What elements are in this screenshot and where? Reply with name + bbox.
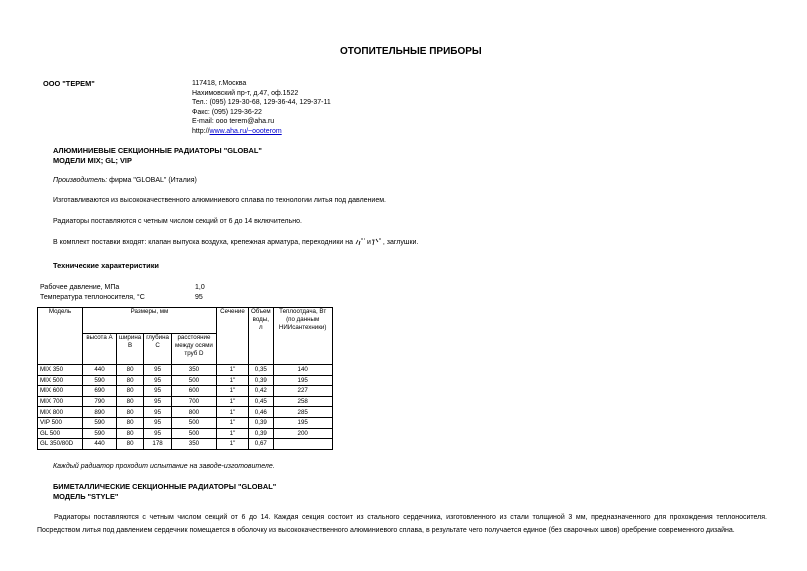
table-row — [38, 407, 333, 418]
cell-model: MIX 350 — [38, 365, 83, 376]
cell-height: 590 — [83, 417, 117, 428]
header-volume: Объем воды, л — [248, 308, 273, 365]
fax-line: Факс: (095) 129-36-22 — [192, 108, 262, 116]
thread-half-inch-icon — [355, 238, 367, 246]
cell-height: 790 — [83, 396, 117, 407]
table-row — [38, 365, 333, 376]
param-pressure-label: Рабочее давление, МПа — [40, 284, 120, 291]
cell-section: 1" — [216, 417, 248, 428]
cell-model: VIP 500 — [38, 417, 83, 428]
kit-text: В комплект поставки входят: клапан выпуска воздуха, крепежная арматура, переходники на — [53, 238, 354, 246]
table-row — [38, 417, 333, 428]
cell-axis: 700 — [171, 396, 216, 407]
cell-volume: 0,39 — [248, 375, 273, 386]
param-pressure-value: 1,0 — [195, 284, 205, 291]
cell-depth: 178 — [144, 439, 172, 450]
company-name: ООО "ТЕРЕМ" — [43, 79, 95, 88]
address-line: 117418, г.Москва — [192, 80, 247, 87]
cell-depth: 95 — [144, 407, 172, 418]
cell-axis: 800 — [171, 407, 216, 418]
company-contacts — [192, 79, 331, 136]
manufacturer-label: Производитель: — [53, 177, 108, 184]
testing-note: Каждый радиатор проходит испытание на заводе-изготовителе. — [53, 463, 275, 470]
cell-width: 80 — [117, 428, 144, 439]
cell-depth: 95 — [144, 375, 172, 386]
cell-heat: 140 — [273, 365, 332, 376]
cell-section: 1" — [216, 365, 248, 376]
cell-volume: 0,46 — [248, 407, 273, 418]
cell-model: MIX 500 — [38, 375, 83, 386]
cell-height: 690 — [83, 386, 117, 397]
cell-width: 80 — [117, 365, 144, 376]
cell-volume: 0,35 — [248, 365, 273, 376]
table-row — [38, 396, 333, 407]
phone-line: Тел.: (095) 129-30-68, 129-36-44, 129-37-11 — [192, 99, 331, 106]
cell-axis: 500 — [171, 428, 216, 439]
cell-depth: 95 — [144, 365, 172, 376]
cell-width: 80 — [117, 386, 144, 397]
cell-axis: 500 — [171, 417, 216, 428]
cell-depth: 95 — [144, 396, 172, 407]
cell-section: 1" — [216, 439, 248, 450]
section2-heading-line2: МОДЕЛЬ "STYLE" — [53, 491, 119, 501]
cell-width: 80 — [117, 375, 144, 386]
cell-model: GL 350/80D — [38, 439, 83, 450]
cell-heat — [273, 439, 332, 450]
cell-depth: 95 — [144, 428, 172, 439]
specs-table — [37, 307, 333, 450]
website-link[interactable]: www.aha.ru/~oooterom — [209, 127, 282, 135]
specs-heading: Технические характеристики — [53, 261, 159, 270]
cell-width: 80 — [117, 396, 144, 407]
cell-section: 1" — [216, 386, 248, 397]
header-sizes: Размеры, мм — [83, 308, 217, 334]
header-axis-distance: расстояние между осями труб D — [171, 334, 216, 365]
table-row — [38, 375, 333, 386]
manufacturer-line — [53, 177, 197, 184]
cell-volume: 0,42 — [248, 386, 273, 397]
section1-heading-line1: АЛЮМИНИЕВЫЕ СЕКЦИОННЫЕ РАДИАТОРЫ "GLOBAL" — [53, 146, 262, 155]
cell-model: MIX 800 — [38, 407, 83, 418]
cell-heat: 285 — [273, 407, 332, 418]
cell-volume: 0,39 — [248, 417, 273, 428]
cell-height: 890 — [83, 407, 117, 418]
cell-volume: 0,45 — [248, 396, 273, 407]
cell-axis: 350 — [171, 439, 216, 450]
email-line: E-mail: ooo terem@aha.ru — [192, 118, 275, 125]
cell-height: 440 — [83, 365, 117, 376]
cell-depth: 95 — [144, 417, 172, 428]
cell-height: 590 — [83, 375, 117, 386]
cell-heat: 195 — [273, 417, 332, 428]
cell-axis: 350 — [171, 365, 216, 376]
cell-heat: 200 — [273, 428, 332, 439]
thread-three-quarter-inch-icon — [371, 238, 383, 246]
header-heat-output: Теплоотдача, Вт (по данным НИИсантехники) — [273, 308, 332, 365]
cell-width: 80 — [117, 407, 144, 418]
cell-section: 1" — [216, 407, 248, 418]
kit-tail: , заглушки. — [382, 238, 419, 246]
website-prefix: http:// — [192, 127, 210, 135]
header-depth: глубина С — [144, 334, 172, 365]
website-line — [192, 127, 331, 137]
cell-axis: 500 — [171, 375, 216, 386]
cell-heat: 258 — [273, 396, 332, 407]
cell-section: 1" — [216, 396, 248, 407]
section1-heading — [53, 146, 262, 165]
cell-volume: 0,39 — [248, 428, 273, 439]
cell-heat: 227 — [273, 386, 332, 397]
cell-width: 80 — [117, 417, 144, 428]
table-row — [38, 428, 333, 439]
address-line: Нахимовский пр-т, д.47, оф.1522 — [192, 89, 299, 97]
cell-heat: 195 — [273, 375, 332, 386]
header-section: Сечение — [216, 308, 248, 365]
cell-section: 1" — [216, 375, 248, 386]
header-height: высота А — [83, 334, 117, 365]
cell-model: MIX 600 — [38, 386, 83, 397]
header-model: Модель — [38, 308, 83, 365]
cell-axis: 600 — [171, 386, 216, 397]
table-row — [38, 386, 333, 397]
cell-height: 440 — [83, 439, 117, 450]
cell-section: 1" — [216, 428, 248, 439]
table-row — [38, 439, 333, 450]
param-temperature-value: 95 — [195, 294, 203, 301]
paragraph-material: Изготавливаются из высококачественного алюминиевого сплава по технологии литья под давлением. — [53, 197, 386, 204]
paragraph-kit — [53, 238, 418, 246]
section1-heading-line2: МОДЕЛИ MIX; GL; VIP — [53, 155, 132, 165]
style-description: Радиаторы поставляются с четным числом секций от 6 до 14. Каждая секция состоит из стального сердечника, изготовленного из стали толщиной 3 мм, предназначенного для прохождения теплоносителя. Посредством литья под давлением сердечник помещается в оболочку из высококачественного алюминиевого сплава, в результате чего получается единое (без сварочных швов) оребрение современного дизайна. — [37, 514, 767, 534]
cell-model: MIX 700 — [38, 396, 83, 407]
header-width: ширина В — [117, 334, 144, 365]
paragraph-sections: Радиаторы поставляются с четным числом секций от 6 до 14 включительно. — [53, 218, 302, 225]
kit-and: и — [366, 238, 371, 246]
section2-heading — [53, 482, 276, 501]
cell-model: GL 500 — [38, 428, 83, 439]
cell-depth: 95 — [144, 386, 172, 397]
manufacturer-value: фирма "GLOBAL" (Италия) — [107, 177, 197, 184]
page-title: ОТОПИТЕЛЬНЫЕ ПРИБОРЫ — [340, 46, 482, 57]
section2-heading-line1: БИМЕТАЛЛИЧЕСКИЕ СЕКЦИОННЫЕ РАДИАТОРЫ "GLOBAL" — [53, 482, 277, 491]
cell-volume: 0,67 — [248, 439, 273, 450]
cell-height: 590 — [83, 428, 117, 439]
cell-width: 80 — [117, 439, 144, 450]
param-temperature-label: Температура теплоносителя, °С — [40, 294, 145, 301]
